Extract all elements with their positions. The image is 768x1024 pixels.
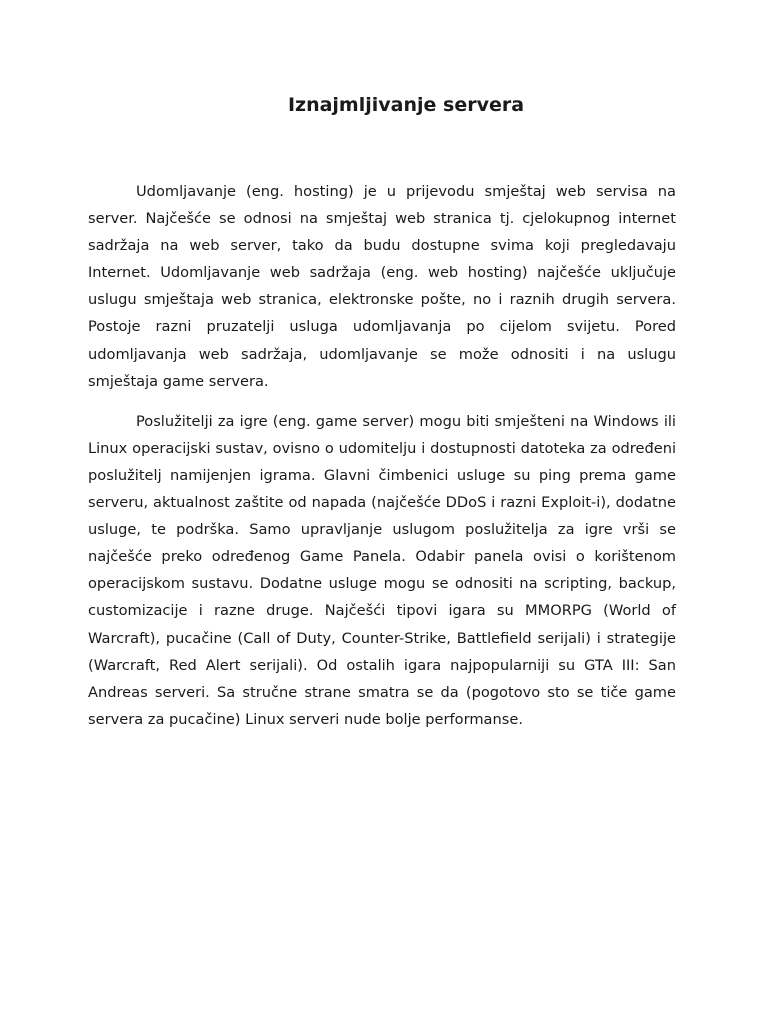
paragraph-game-servers: Poslužitelji za igre (eng. game server) mogu biti smješteni na Windows ili Linux operacijski sustav, ovisno o udomitelju i dostupnosti datoteka za određeni poslužitelj namijenjen igrama. Glavni čimbenici usluge su ping prema game serveru, aktualnost zaštite od napada (najčešće DDoS i razni Exploit-i), dodatne usluge, te podrška. Samo upravljanje uslugom poslužitelja za igre vrši se najčešće preko određenog Game Panela. Odabir panela ovisi o korištenom operacijskom sustavu. Dodatne usluge mogu se odnositi na scripting, backup, customizacije i razne druge. Najčešći tipovi igara su MMORPG (World of Warcraft), pucačine (Call of Duty, Counter-Strike, Battlefield serijali) i strategije (Warcraft, Red Alert serijali). Od ostalih igara najpopularniji su GTA III: San Andreas serveri. Sa stručne strane smatra se da (pogotovo sto se tiče game servera za pucačine) Linux serveri nude bolje performanse. bbox=[88, 412, 676, 728]
document-title: Iznajmljivanje servera bbox=[287, 94, 525, 116]
paragraph-hosting: Udomljavanje (eng. hosting) je u prijevodu smještaj web servisa na server. Najčešće se odnosi na smještaj web stranica tj. cjelokupnog internet sadržaja na web server, tako da budu dostupne svima koji pregledavaju Internet. Udomljavanje web sadržaja (eng. web hosting) najčešće uključuje uslugu smještaja web stranica, elektronske pošte, no i raznih drugih servera. Postoje razni pruzatelji usluga udomljavanja po cijelom svijetu. Pored udomljavanja web sadržaja, udomljavanje se može odnositi i na uslugu smještaja game servera. bbox=[88, 183, 676, 390]
document-body bbox=[88, 178, 676, 746]
